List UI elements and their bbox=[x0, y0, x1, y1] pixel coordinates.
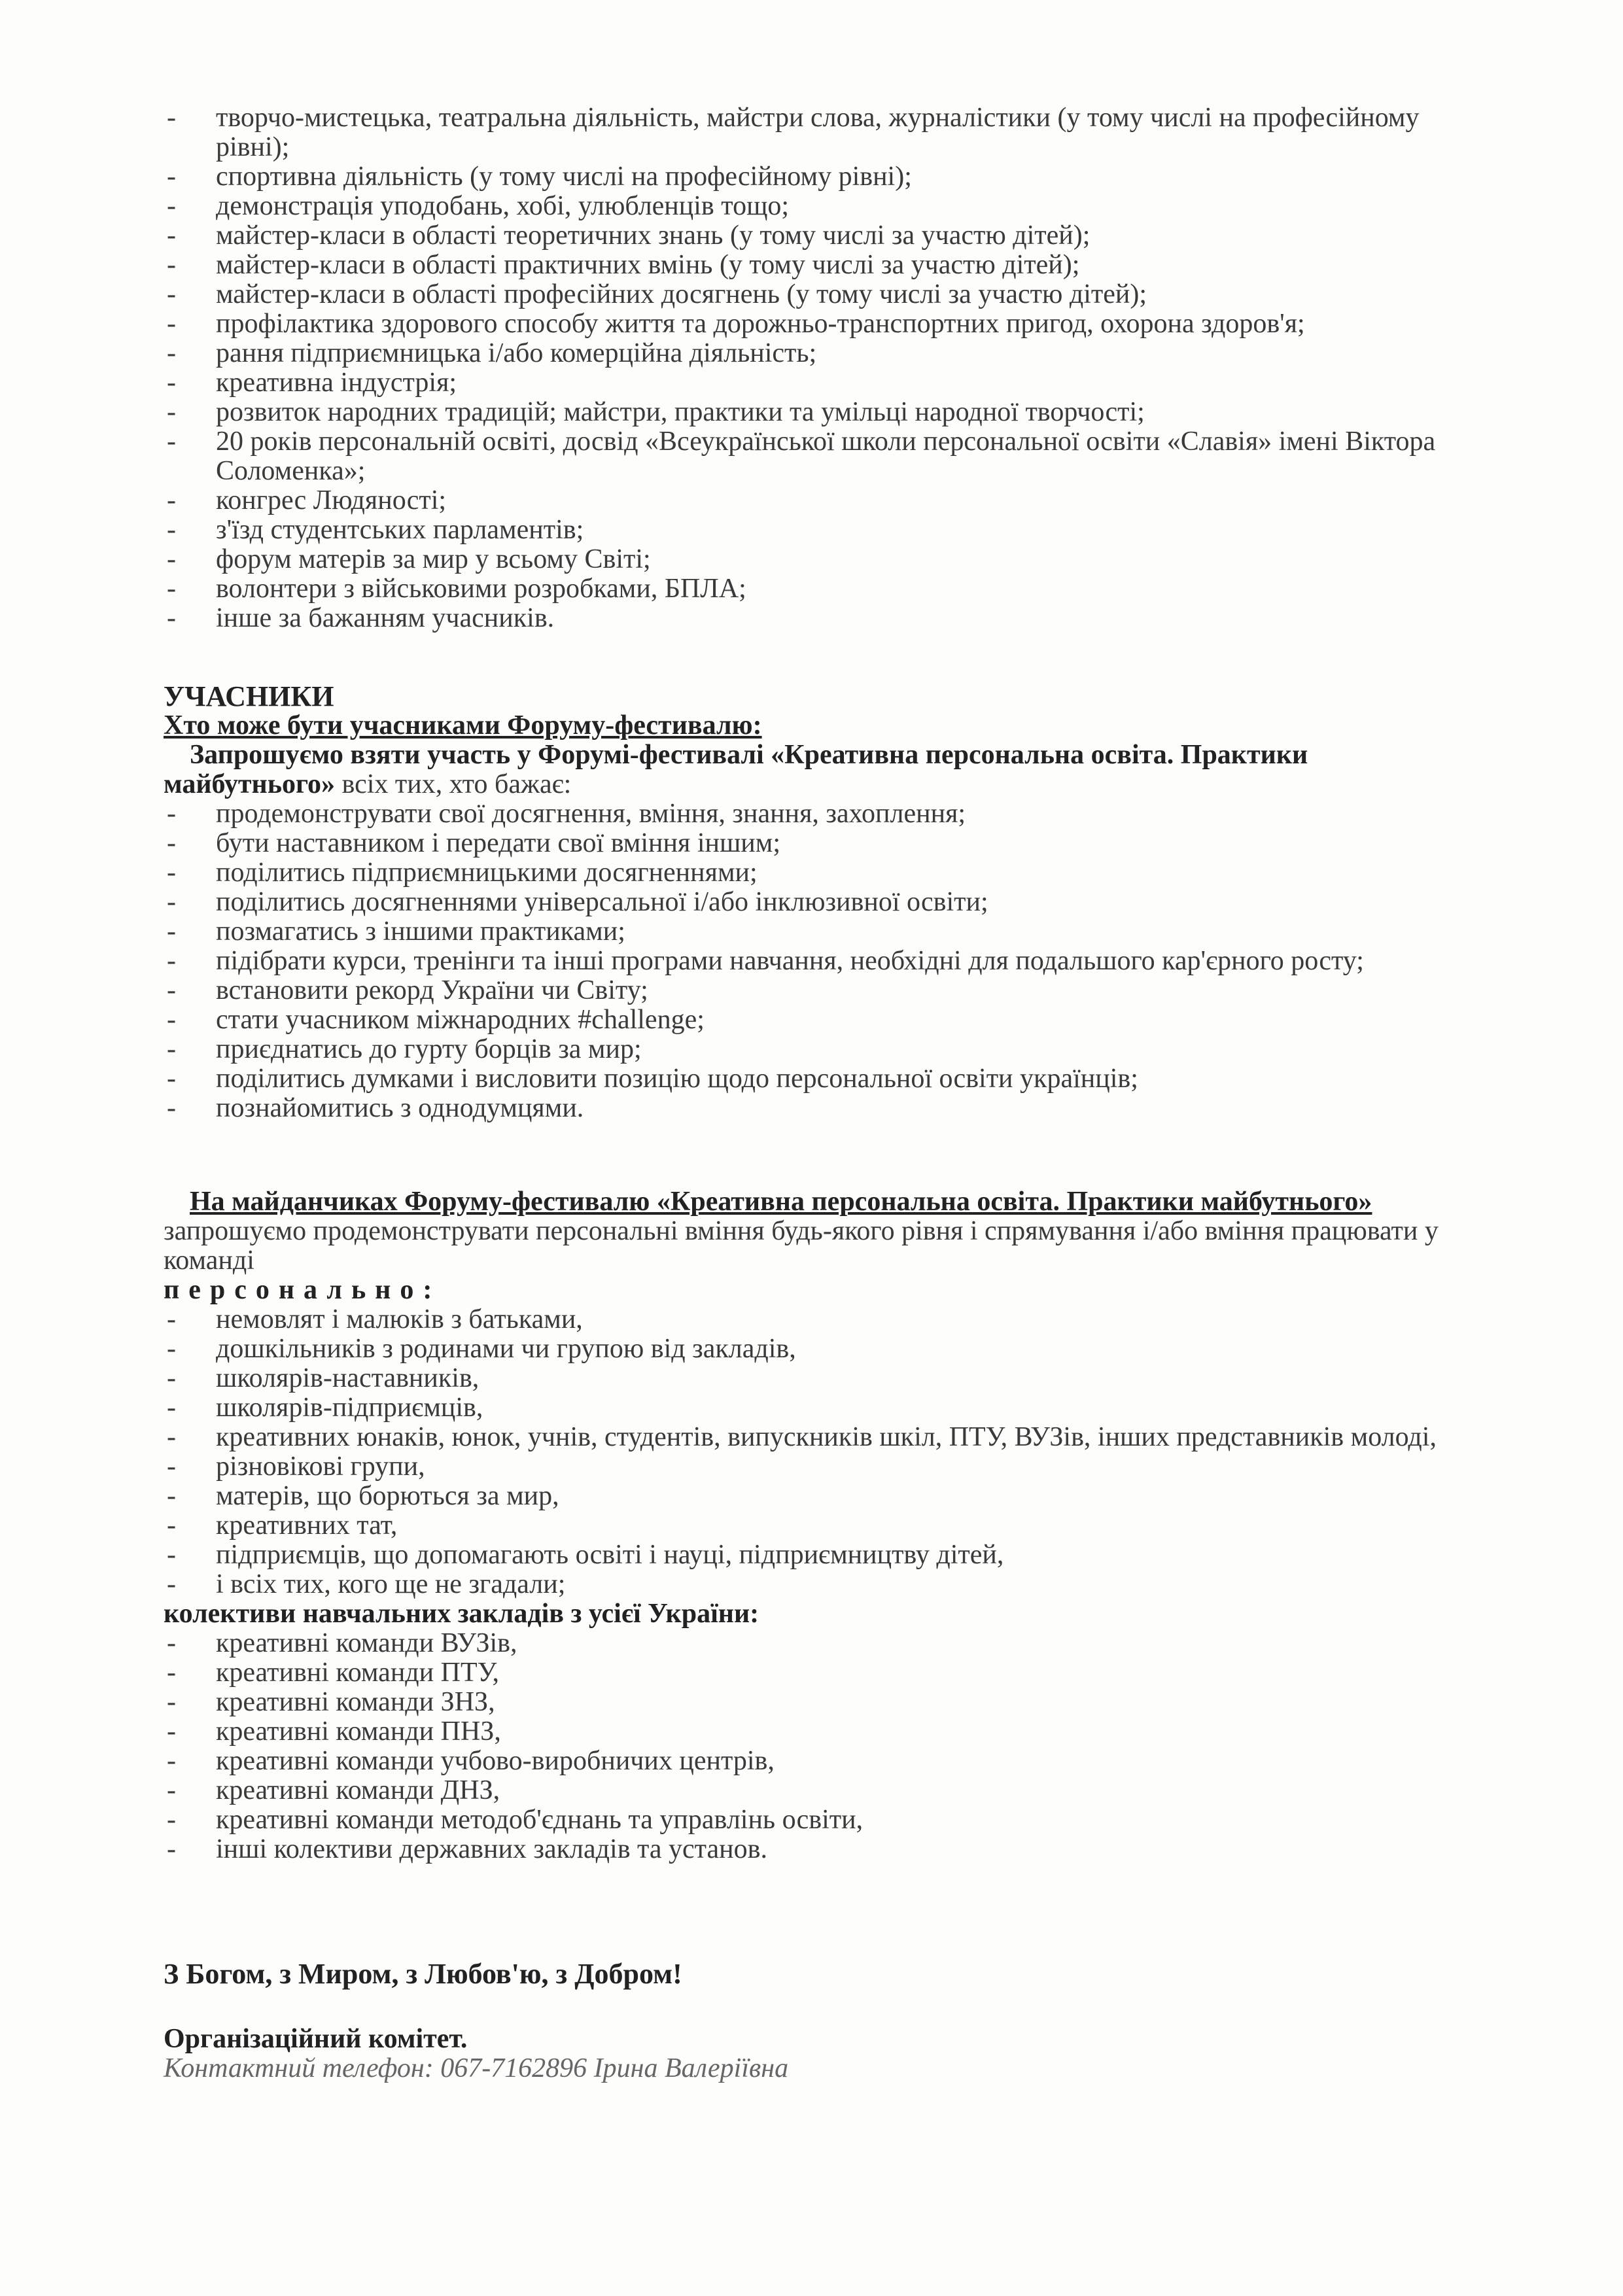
list-item: - поділитись досягненнями універсальної і/або інклюзивної освіти; bbox=[164, 888, 1485, 917]
intro-bold: Запрошуємо взяти участь у Форумі-фестивалі «Креативна персональна освіта. Практики майбутнього» bbox=[164, 740, 1308, 799]
list-item: - конгрес Людяності; bbox=[164, 486, 1485, 515]
intro-rest: всіх тих, хто бажає: bbox=[335, 769, 572, 799]
participants-section bbox=[164, 682, 1485, 1123]
list-item: - креативні команди методоб'єднань та управлінь освіти, bbox=[164, 1805, 1485, 1835]
participants-list bbox=[164, 799, 1485, 1123]
list-item: - креативні команди ПНЗ, bbox=[164, 1717, 1485, 1747]
participants-title: УЧАСНИКИ bbox=[164, 680, 334, 712]
closing-line: З Богом, з Миром, з Любов'ю, з Добром! bbox=[164, 1958, 682, 1990]
list-item: - спортивна діяльність (у тому числі на професійному рівні); bbox=[164, 162, 1485, 192]
list-item: - познайомитись з однодумцями. bbox=[164, 1094, 1485, 1123]
list-item: - різновікові групи, bbox=[164, 1452, 1485, 1482]
org-block bbox=[164, 2025, 1485, 2083]
org-title: Організаційний комітет. bbox=[164, 2024, 468, 2054]
venues-intro-bold: На майданчиках Форуму-фестивалю «Креативна персональна освіта. Практики майбутнього» bbox=[190, 1187, 1372, 1217]
list-item: - майстер-класи в області теоретичних знань (у тому числі за участю дітей); bbox=[164, 221, 1485, 251]
list-item: - креативні команди ДНЗ, bbox=[164, 1776, 1485, 1805]
list-item: - приєднатись до гурту борців за мир; bbox=[164, 1035, 1485, 1064]
list-item: - з'їзд студентських парламентів; bbox=[164, 515, 1485, 545]
list-item: - креативних тат, bbox=[164, 1511, 1485, 1540]
personal-label: персонально: bbox=[164, 1275, 442, 1305]
contact-line: Контактний телефон: 067-7162896 Ірина Валеріївна bbox=[164, 2053, 789, 2083]
teams-list bbox=[164, 1629, 1485, 1864]
list-item: - школярів-наставників, bbox=[164, 1364, 1485, 1393]
list-item: - 20 років персональній освіті, досвід «Всеукраїнської школи персональної освіти «Славія» імені Віктора Соломенка»; bbox=[164, 427, 1485, 486]
list-item: - дошкільників з родинами чи групою від закладів, bbox=[164, 1334, 1485, 1364]
list-item: - встановити рекорд України чи Світу; bbox=[164, 976, 1485, 1005]
list-item: - бути наставником і передати свої вміння іншим; bbox=[164, 829, 1485, 858]
list-item: - креативні команди ЗНЗ, bbox=[164, 1688, 1485, 1717]
list-item: - позмагатись з іншими практиками; bbox=[164, 917, 1485, 947]
list-item: - школярів-підприємців, bbox=[164, 1393, 1485, 1423]
venues-intro-rest: запрошуємо продемонструвати персональні вміння будь-якого рівня і спрямування і/або вміння працювати у команді bbox=[164, 1216, 1439, 1276]
list-item: - підприємців, що допомагають освіті і науці, підприємництву дітей, bbox=[164, 1540, 1485, 1570]
personal-list bbox=[164, 1305, 1485, 1599]
teams-label: колективи навчальних закладів з усієї України: bbox=[164, 1599, 759, 1629]
list-item: - майстер-класи в області практичних вмінь (у тому числі за участю дітей); bbox=[164, 251, 1485, 280]
list-item: - інші колективи державних закладів та установ. bbox=[164, 1835, 1485, 1864]
venues-section bbox=[164, 1187, 1485, 1864]
list-item: - креативна індустрія; bbox=[164, 368, 1485, 398]
list-item: - творчо-мистецька, театральна діяльність, майстри слова, журналістики (у тому числі на професійному рівні); bbox=[164, 103, 1485, 162]
list-item: - поділитись думками і висловити позицію щодо персональної освіти українців; bbox=[164, 1064, 1485, 1094]
activities-list bbox=[164, 103, 1485, 633]
list-item: - немовлят і малюків з батьками, bbox=[164, 1305, 1485, 1334]
list-item: - креативних юнаків, юнок, учнів, студентів, випускників шкіл, ПТУ, ВУЗів, інших представників молоді, bbox=[164, 1423, 1485, 1452]
list-item: - креативні команди учбово-виробничих центрів, bbox=[164, 1747, 1485, 1776]
list-item: - рання підприємницька і/або комерційна діяльність; bbox=[164, 339, 1485, 368]
list-item: - майстер-класи в області професійних досягнень (у тому числі за участю дітей); bbox=[164, 280, 1485, 309]
list-item: - поділитись підприємницькими досягненнями; bbox=[164, 858, 1485, 888]
list-item: - продемонструвати свої досягнення, вміння, знання, захоплення; bbox=[164, 799, 1485, 829]
list-item: - інше за бажанням учасників. bbox=[164, 604, 1485, 633]
list-item: - матерів, що борються за мир, bbox=[164, 1482, 1485, 1511]
participants-subtitle: Хто може бути учасниками Форуму-фестивалю: bbox=[164, 710, 762, 740]
list-item: - розвиток народних традицій; майстри, практики та умільці народної творчості; bbox=[164, 398, 1485, 427]
list-item: - демонстрація уподобань, хобі, улюбленців тощо; bbox=[164, 192, 1485, 221]
list-item: - стати учасником міжнародних #challenge; bbox=[164, 1005, 1485, 1035]
venues-intro bbox=[164, 1187, 1485, 1276]
list-item: - креативні команди ПТУ, bbox=[164, 1658, 1485, 1688]
list-item: - форум матерів за мир у всьому Світі; bbox=[164, 545, 1485, 574]
list-item: - і всіх тих, кого ще не згадали; bbox=[164, 1570, 1485, 1599]
list-item: - профілактика здорового способу життя та дорожньо-транспортних пригод, охорона здоров'я; bbox=[164, 309, 1485, 339]
list-item: - підібрати курси, тренінги та інші програми навчання, необхідні для подальшого кар'єрного росту; bbox=[164, 947, 1485, 976]
participants-intro bbox=[164, 740, 1485, 799]
list-item: - креативні команди ВУЗів, bbox=[164, 1629, 1485, 1658]
list-item: - волонтери з військовими розробками, БПЛА; bbox=[164, 574, 1485, 604]
